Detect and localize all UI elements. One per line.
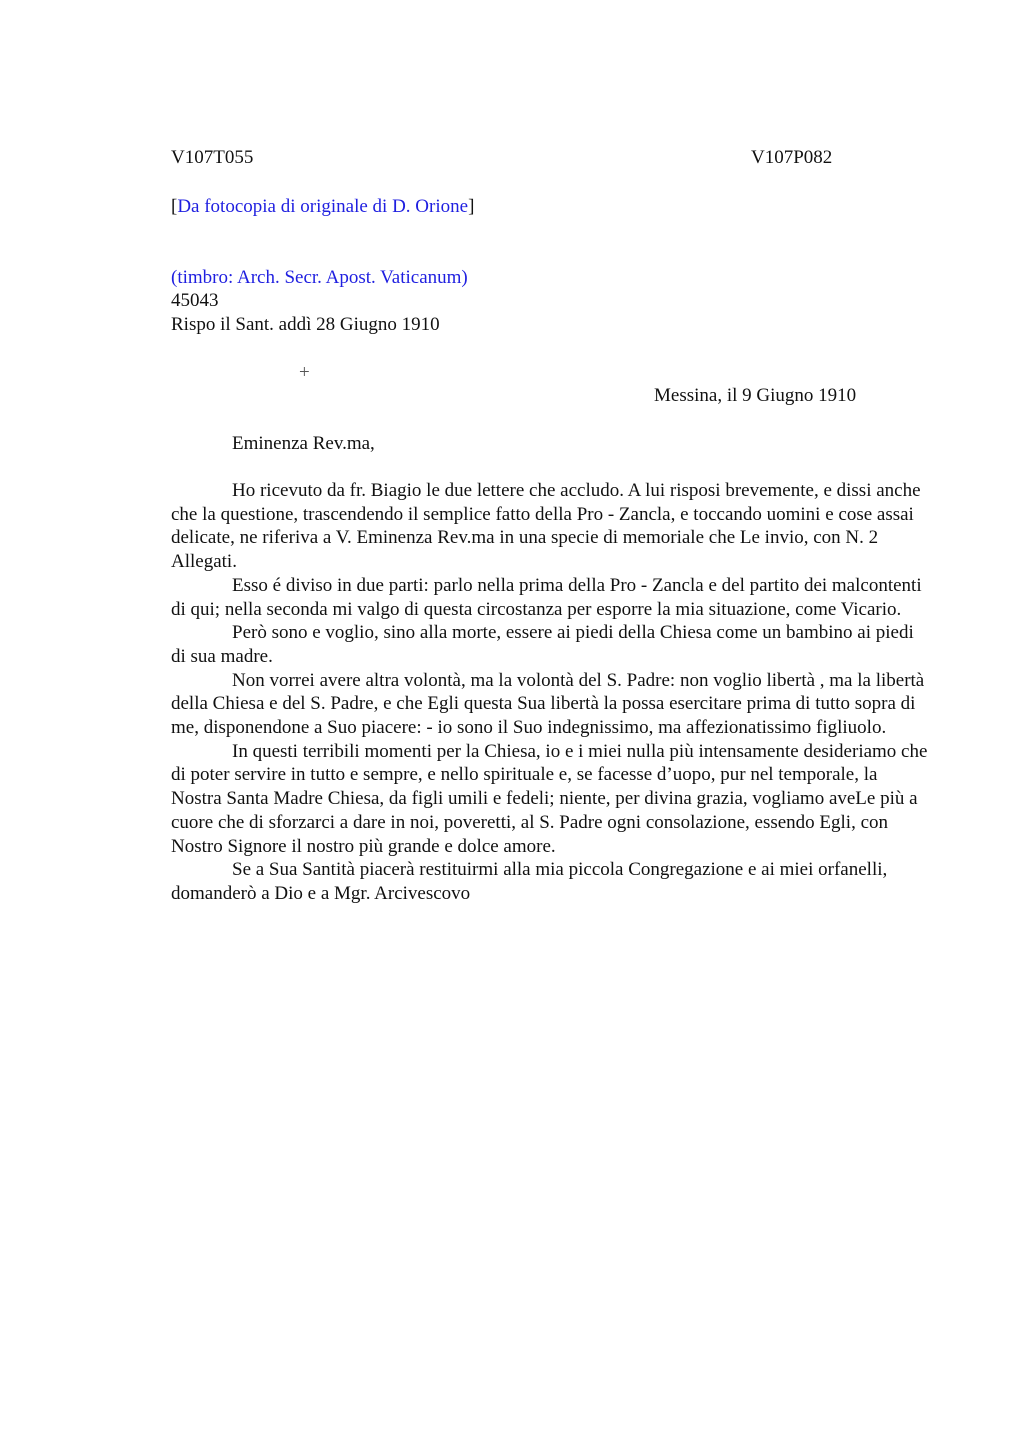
letter-paragraph: Ho ricevuto da fr. Biagio le due lettere che accludo. A lui risposi brevemente, e dissi anche che la questione, trascendendo il semplice fatto della Pro - Zancla, e toccando uomini e cose assai delicate, ne riferiva a V. Eminenza Rev.ma in una specie di memoriale che Le invio, con N. 2 Allegati. bbox=[171, 480, 921, 573]
archive-stamp-note: (timbro: Arch. Secr. Apost. Vaticanum) bbox=[171, 267, 468, 288]
letter-paragraph: Però sono e voglio, sino alla morte, essere ai piedi della Chiesa come un bambino ai piedi di sua madre. bbox=[171, 622, 914, 667]
salutation: Eminenza Rev.ma, bbox=[232, 433, 375, 454]
letter-body bbox=[171, 479, 931, 906]
source-note-text: Da fotocopia di originale di D. Orione bbox=[177, 196, 469, 217]
letter-paragraph: Esso é diviso in due parti: parlo nella prima della Pro - Zancla e del partito dei malcontenti di qui; nella seconda mi valgo di questa circostanza per esporre la mia situazione, come Vicario. bbox=[171, 574, 922, 620]
document-code-right: V107P082 bbox=[751, 147, 833, 168]
document-code-left: V107T055 bbox=[171, 147, 254, 168]
letter-paragraph: Non vorrei avere altra volontà, ma la volontà del S. Padre: non voglio libertà , ma la libertà della Chiesa e del S. Padre, e che Egli questa Sua libertà la possa esercitare prima di tutto sopra di me, disponendone a Suo piacere: - io sono il Suo indegnissimo, ma affezionatissimo figliuolo. bbox=[171, 669, 925, 739]
cross-mark: + bbox=[299, 362, 310, 383]
source-note-open-bracket: [ bbox=[171, 196, 178, 217]
place-date: Messina, il 9 Giugno 1910 bbox=[654, 385, 857, 406]
source-note-close-bracket: ] bbox=[468, 196, 475, 217]
protocol-number: 45043 bbox=[171, 290, 219, 311]
reply-note: Rispo il Sant. addì 28 Giugno 1910 bbox=[171, 314, 440, 335]
source-note bbox=[171, 195, 474, 219]
letter-paragraph: Se a Sua Santità piacerà restituirmi alla mia piccola Congregazione e ai miei orfanelli, domanderò a Dio e a Mgr. Arcivescovo bbox=[171, 859, 888, 904]
letter-paragraph: In questi terribili momenti per la Chiesa, io e i miei nulla più intensamente desideriamo che di poter servire in tutto e sempre, e nello spirituale e, se facesse d’uopo, pur nel temporale, la Nostra Santa Madre Chiesa, da figli umili e fedeli; niente, per divina grazia, vogliamo aveLe più a cuore che di sforzarci a dare in noi, poveretti, al S. Padre ogni consolazione, essendo Egli, con Nostro Signore il nostro più grande e dolce amore. bbox=[171, 740, 928, 857]
